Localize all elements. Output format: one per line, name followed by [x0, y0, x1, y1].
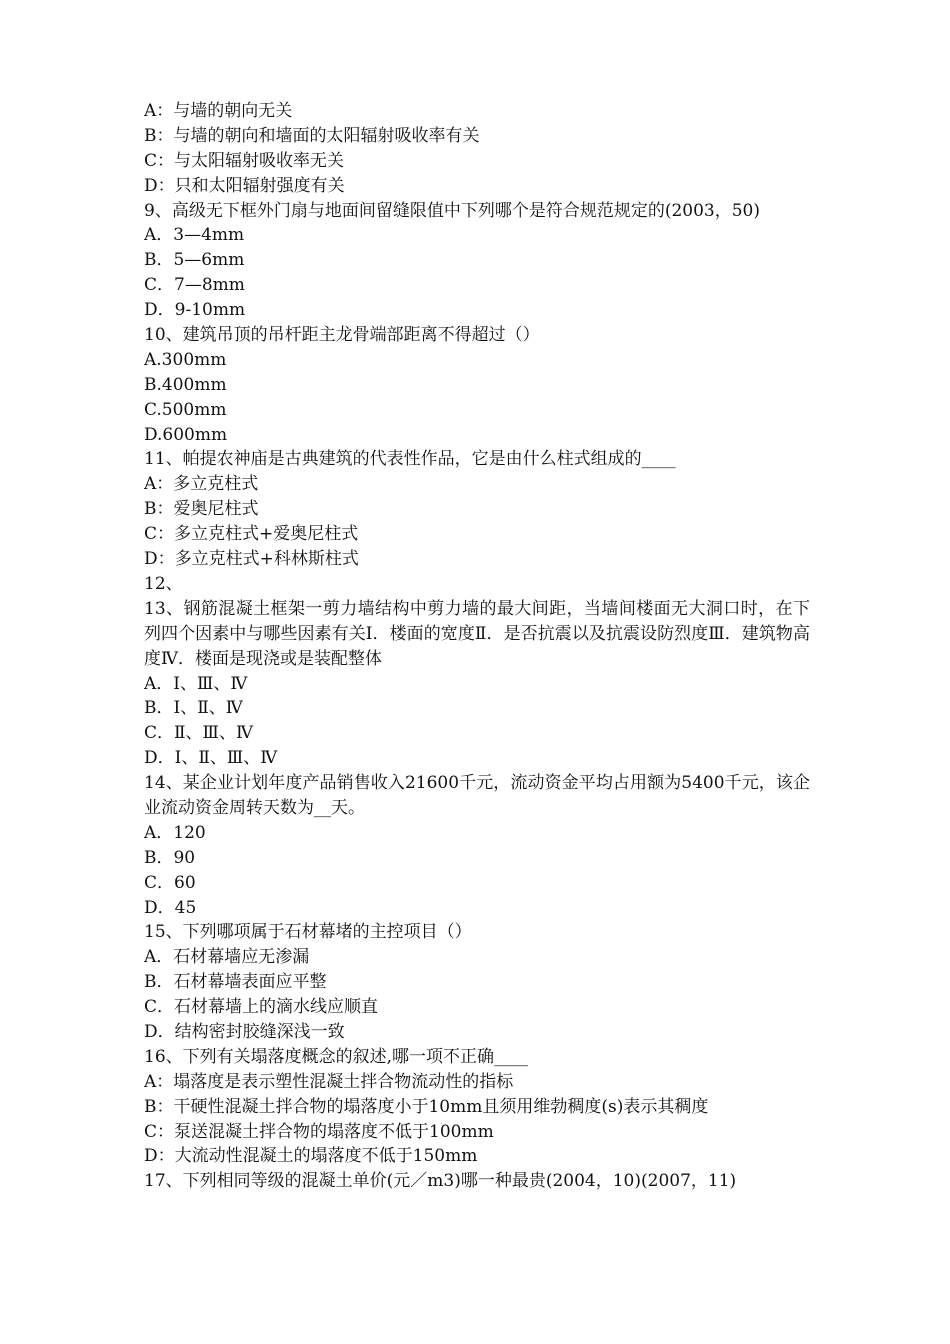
option-line: A：塌落度是表示塑性混凝土拌合物流动性的指标	[144, 1071, 514, 1092]
option-line: B：爱奥尼柱式	[144, 499, 259, 520]
option-line: D.600mm	[144, 424, 228, 445]
option-line: B：干硬性混凝土拌合物的塌落度小于10mm且须用维勃稠度(s)表示其稠度	[144, 1096, 709, 1117]
option-line: D：多立克柱式+科林斯柱式	[144, 549, 359, 570]
option-line: D．Ⅰ、Ⅱ、Ⅲ、Ⅳ	[144, 748, 278, 769]
option-line: B．Ⅰ、Ⅱ、Ⅳ	[144, 698, 243, 719]
question-stem: 17、下列相同等级的混凝土单价(元／m3)哪一种最贵(2004，10)(2007，11)	[144, 1171, 737, 1192]
question-stem: 14、某企业计划年度产品销售收入21600千元，流动资金平均占用额为5400千元，该企业流动资金周转天数为__天。	[144, 773, 810, 818]
option-line: C．石材幕墙上的滴水线应顺直	[144, 997, 379, 1018]
option-line: D．结构密封胶缝深浅一致	[144, 1022, 345, 1043]
option-line: A．120	[144, 822, 206, 843]
option-line: B.400mm	[144, 374, 227, 395]
option-line: D．9-10mm	[144, 300, 246, 321]
option-line: A．石材幕墙应无渗漏	[144, 947, 310, 968]
option-line: B．石材幕墙表面应平整	[144, 972, 327, 993]
question-stem: 16、下列有关塌落度概念的叙述,哪一项不正确____	[144, 1046, 529, 1067]
option-line: C：泵送混凝土拌合物的塌落度不低于100mm	[144, 1121, 494, 1142]
question-stem: 9、高级无下框外门扇与地面间留缝限值中下列哪个是符合规范规定的(2003，50)	[144, 200, 760, 221]
option-line: C.500mm	[144, 399, 227, 420]
option-line: C．7—8mm	[144, 275, 245, 296]
option-line: D．45	[144, 897, 197, 918]
option-line: C．Ⅱ、Ⅲ、Ⅳ	[144, 723, 253, 744]
option-line: A：多立克柱式	[144, 474, 259, 495]
question-stem: 12、	[144, 573, 183, 594]
option-line: A．Ⅰ、Ⅲ、Ⅳ	[144, 673, 248, 694]
question-stem: 13、钢筋混凝土框架一剪力墙结构中剪力墙的最大间距，当墙间楼面无大洞口时，在下列四个因素中与哪些因素有关Ⅰ．楼面的宽度Ⅱ．是否抗震以及抗震设防烈度Ⅲ．建筑物高度Ⅳ．楼面是现浇或是装配整体	[144, 598, 810, 669]
option-line: C：多立克柱式+爱奥尼柱式	[144, 524, 359, 545]
option-line: C：与太阳辐射吸收率无关	[144, 150, 345, 171]
option-line: B：与墙的朝向和墙面的太阳辐射吸收率有关	[144, 125, 480, 146]
option-line: D：只和太阳辐射强度有关	[144, 175, 345, 196]
option-line: C．60	[144, 872, 196, 893]
option-line: D：大流动性混凝土的塌落度不低于150mm	[144, 1146, 478, 1167]
question-stem: 15、下列哪项属于石材幕堵的主控项目（）	[144, 922, 472, 943]
option-line: A.300mm	[144, 349, 227, 370]
question-stem: 10、建筑吊顶的吊杆距主龙骨端部距离不得超过（）	[144, 325, 540, 346]
option-line: A：与墙的朝向无关	[144, 101, 293, 121]
option-line: B．5—6mm	[144, 250, 245, 271]
option-line: A．3—4mm	[144, 225, 245, 246]
option-line: B．90	[144, 847, 196, 868]
document-body	[144, 99, 810, 1194]
question-stem: 11、帕提农神庙是古典建筑的代表性作品，它是由什么柱式组成的____	[144, 449, 676, 470]
